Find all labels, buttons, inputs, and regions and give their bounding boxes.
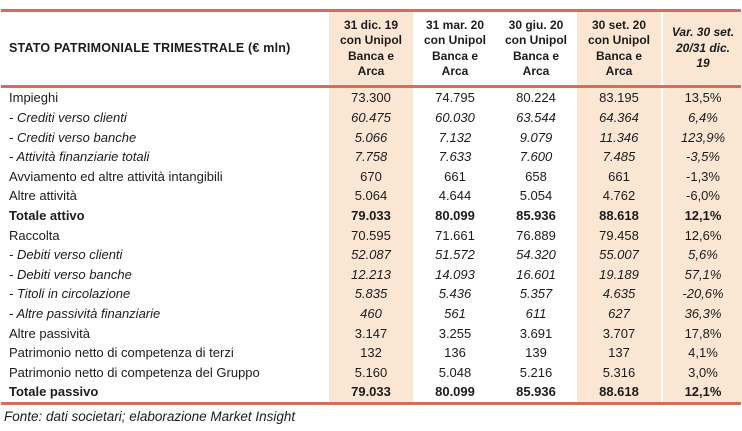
cell-value: 137: [577, 343, 661, 363]
row-label: Totale passivo: [9, 384, 99, 400]
cell-value: 88.618: [577, 206, 661, 226]
row-label: - Altre passività finanziarie: [9, 306, 161, 321]
cell-value: 19.189: [577, 264, 661, 284]
table-row: [1, 88, 741, 108]
cell-value: 3.147: [329, 323, 413, 343]
table-title: STATO PATRIMONIALE TRIMESTRALE (€ mln): [9, 40, 291, 55]
row-label: - Attività finanziarie totali: [9, 149, 150, 165]
cell-value: 561: [444, 306, 466, 321]
cell-value: 73.300: [329, 88, 413, 108]
cell-value: -6,0%: [663, 186, 742, 206]
cell-value: 6,4%: [663, 108, 742, 128]
cell-value: 85.936: [516, 207, 556, 223]
row-label: - Debiti verso clienti: [9, 247, 123, 263]
cell-value: 661: [444, 168, 466, 184]
cell-value: 12,1%: [663, 382, 742, 402]
cell-value: 79.458: [577, 225, 661, 245]
table-row: [1, 147, 741, 167]
cell-value: 3.691: [519, 325, 553, 341]
column-header-1: 31 dic. 19 con Unipol Banca e Arca: [329, 12, 413, 85]
cell-value: 5.048: [438, 364, 472, 380]
column-header-4: 30 set. 20 con Unipol Banca e Arca: [577, 12, 661, 85]
cell-value: 5.054: [519, 188, 553, 204]
cell-value: 12,6%: [663, 225, 742, 245]
table-row: [1, 264, 741, 284]
row-label: - Titoli in circolazione: [9, 286, 131, 302]
table-row: [1, 343, 741, 363]
cell-value: 5.357: [519, 286, 553, 302]
cell-value: 5.216: [519, 364, 553, 380]
cell-value: 5.436: [438, 286, 472, 302]
cell-value: 4.762: [577, 186, 661, 206]
cell-value: 88.618: [577, 382, 661, 402]
cell-value: 80.099: [435, 207, 475, 223]
cell-value: 51.572: [435, 247, 475, 263]
cell-value: 63.544: [516, 109, 556, 125]
cell-value: 658: [525, 168, 547, 184]
cell-value: 5.064: [329, 186, 413, 206]
cell-value: 80.224: [516, 90, 556, 106]
row-label: Patrimonio netto di competenza del Gruppo: [9, 364, 260, 380]
table-row: [1, 245, 741, 265]
row-label: - Crediti verso clienti: [9, 109, 127, 125]
cell-value: 7.633: [438, 149, 472, 165]
cell-value: 5.835: [329, 284, 413, 304]
cell-value: 76.889: [516, 227, 556, 243]
cell-value: 79.033: [329, 382, 413, 402]
table-body: [1, 88, 741, 402]
table-header-row: [1, 12, 741, 88]
cell-value: 670: [329, 166, 413, 186]
table-row: [1, 304, 741, 324]
cell-value: 3.255: [438, 325, 472, 341]
row-label: Patrimonio netto di competenza di terzi: [9, 345, 234, 361]
quarterly-balance-sheet-table: [1, 9, 741, 405]
cell-value: 5.066: [329, 127, 413, 147]
cell-value: 36,3%: [663, 304, 742, 324]
table-row: [1, 186, 741, 206]
table-row: [1, 382, 741, 402]
row-label: Altre passività: [9, 325, 90, 341]
cell-value: 7.485: [577, 147, 661, 167]
column-header-5: Var. 30 set. 20/31 dic. 19: [663, 12, 742, 85]
cell-value: 4,1%: [663, 343, 742, 363]
cell-value: 132: [329, 343, 413, 363]
cell-value: 71.661: [435, 227, 475, 243]
cell-value: 12.213: [329, 264, 413, 284]
cell-value: 5,6%: [663, 245, 742, 265]
cell-value: 85.936: [516, 384, 556, 400]
row-label: Impieghi: [9, 90, 59, 106]
cell-value: 83.195: [577, 88, 661, 108]
table-row: [1, 127, 741, 147]
source-note: Fonte: dati societari; elaborazione Market Insight: [4, 409, 296, 424]
cell-value: -20,6%: [663, 284, 742, 304]
cell-value: 4.644: [438, 188, 472, 204]
cell-value: 460: [329, 304, 413, 324]
cell-value: -3,5%: [663, 147, 742, 167]
table-row: [1, 108, 741, 128]
cell-value: 3.707: [577, 323, 661, 343]
cell-value: 9.079: [519, 129, 553, 145]
column-header-3: 30 giu. 20 con Unipol Banca e Arca: [505, 17, 567, 78]
table-row: [1, 363, 741, 383]
cell-value: 74.795: [435, 90, 475, 106]
cell-value: 7.600: [519, 149, 553, 165]
cell-value: 7.132: [438, 129, 472, 145]
row-label: - Crediti verso banche: [9, 129, 137, 145]
cell-value: 55.007: [577, 245, 661, 265]
table-row: [1, 225, 741, 245]
cell-value: 14.093: [435, 266, 475, 282]
cell-value: 11.346: [577, 127, 661, 147]
row-label: Altre attività: [9, 188, 77, 204]
cell-value: 136: [444, 345, 466, 361]
cell-value: -1,3%: [663, 166, 742, 186]
cell-value: 13,5%: [663, 88, 742, 108]
cell-value: 627: [577, 304, 661, 324]
cell-value: 5.316: [577, 363, 661, 383]
cell-value: 54.320: [516, 247, 556, 263]
cell-value: 12,1%: [663, 206, 742, 226]
cell-value: 79.033: [329, 206, 413, 226]
cell-value: 17,8%: [663, 323, 742, 343]
cell-value: 57,1%: [663, 264, 742, 284]
cell-value: 60.475: [329, 108, 413, 128]
row-label: - Debiti verso banche: [9, 266, 132, 282]
cell-value: 60.030: [435, 109, 475, 125]
table-row: [1, 166, 741, 186]
cell-value: 52.087: [329, 245, 413, 265]
table-row: [1, 284, 741, 304]
row-label: Avviamento ed altre attività intangibili: [9, 168, 223, 184]
table-row: [1, 323, 741, 343]
cell-value: 7.758: [329, 147, 413, 167]
cell-value: 64.364: [577, 108, 661, 128]
cell-value: 70.595: [329, 225, 413, 245]
cell-value: 5.160: [329, 363, 413, 383]
cell-value: 661: [577, 166, 661, 186]
cell-value: 80.099: [435, 384, 475, 400]
cell-value: 4.635: [577, 284, 661, 304]
table-row: [1, 206, 741, 226]
cell-value: 139: [525, 345, 547, 361]
cell-value: 123,9%: [663, 127, 742, 147]
cell-value: 16.601: [516, 266, 556, 282]
row-label: Totale attivo: [9, 207, 85, 223]
column-header-2: 31 mar. 20 con Unipol Banca e Arca: [424, 17, 486, 78]
cell-value: 611: [525, 306, 547, 321]
row-label: Raccolta: [9, 227, 60, 243]
cell-value: 3,0%: [663, 363, 742, 383]
